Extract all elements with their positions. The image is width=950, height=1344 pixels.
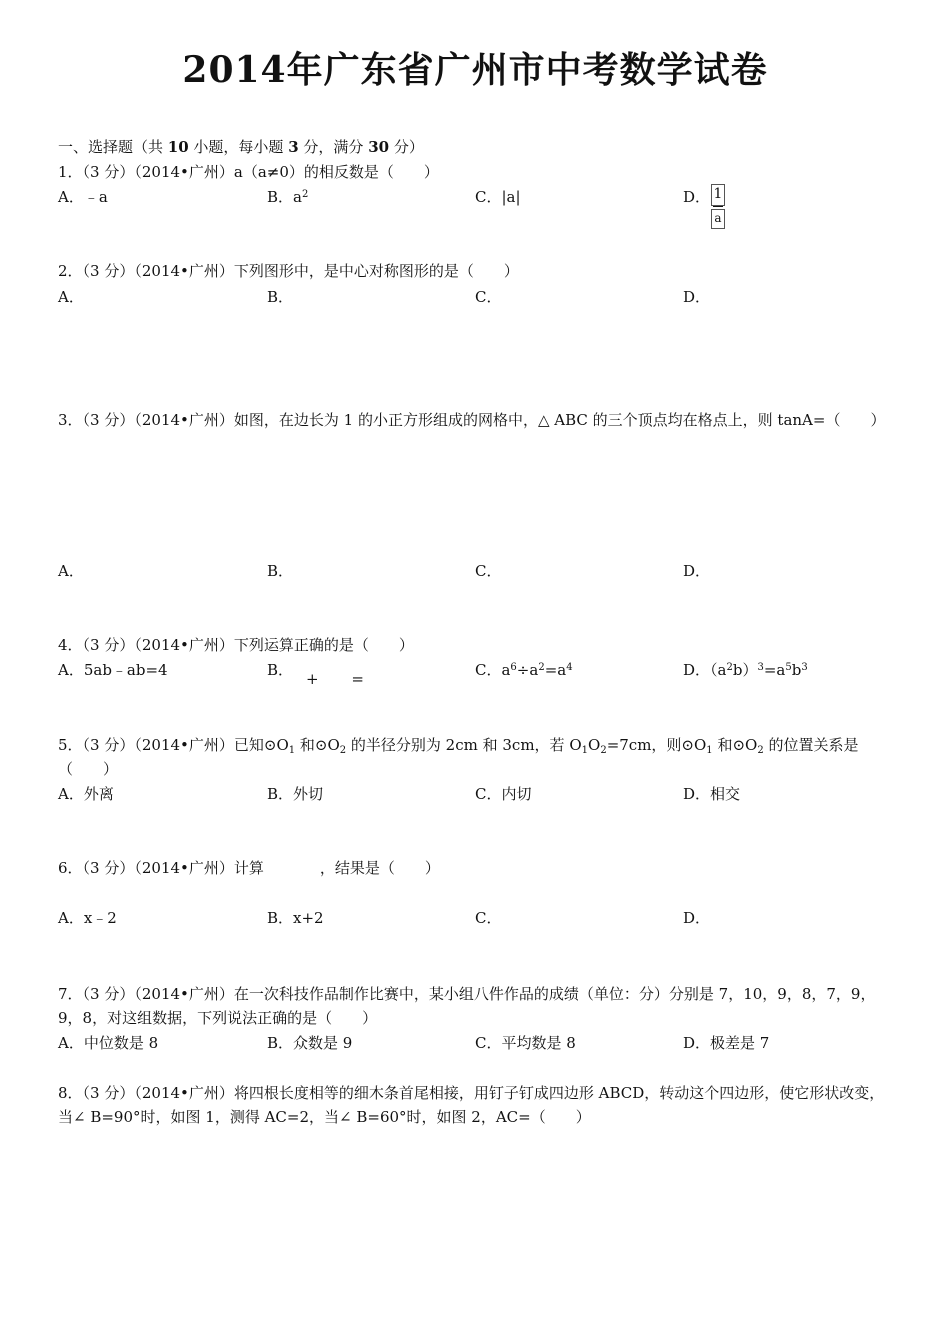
q2-option-d: D． — [683, 288, 711, 306]
q7-option-d: D．极差是 7 — [683, 1034, 770, 1052]
q5-option-a: A．外离 — [58, 785, 114, 803]
q6-option-d: D． — [683, 909, 711, 927]
q4-option-d: D．$(a^2b)^3=a^5b^3$ — [683, 661, 808, 679]
question-7-text: 7．（3 分）（2014•广州）在一次科技作品制作比赛中，某小组八件作品的成绩（单位：分）分别是 7，10，9，8，7，9，9，8，对这组数据，下列说法正确的是（ ） — [58, 985, 876, 1027]
section-heading: 一、选择题（共 10 小题，每小题 3 分，满分 30 分） — [58, 138, 424, 156]
q4-option-a: A．5ab﹣ab=4 — [58, 661, 168, 679]
q2-option-c: C． — [475, 288, 502, 306]
q2-option-b: B． — [267, 288, 294, 306]
exam-title: 2014年广东省广州市中考数学试卷 — [182, 49, 768, 91]
fraction-denominator: a — [711, 209, 725, 229]
q4-option-c: C．$a^6\div a^2=a^4$ — [475, 661, 573, 679]
q2-option-a: A． — [58, 288, 84, 306]
q5-option-b: B．外切 — [267, 785, 324, 803]
fraction-bar — [713, 206, 723, 207]
q6-option-c: C． — [475, 909, 502, 927]
q7-option-c: C．平均数是 8 — [475, 1034, 576, 1052]
fraction-numerator: 1 — [711, 184, 725, 206]
q1-fraction-image — [711, 184, 725, 228]
q3-option-b: B． — [267, 562, 294, 580]
q7-option-b: B．众数是 9 — [267, 1034, 353, 1052]
question-1-text: 1．（3 分）（2014•广州）a（a≠0）的相反数是（ ） — [58, 163, 439, 181]
question-2-text: 2．（3 分）（2014•广州）下列图形中，是中心对称图形的是（ ） — [58, 262, 519, 280]
q4-option-b-operators: + = — [306, 670, 378, 688]
q3-option-c: C． — [475, 562, 502, 580]
q3-option-d: D． — [683, 562, 711, 580]
q1-option-b: B．$a^2$ — [267, 188, 309, 206]
q3-option-a: A． — [58, 562, 84, 580]
q6-option-b: B．x+2 — [267, 909, 324, 927]
q1-option-a: A．﹣a — [58, 188, 108, 206]
q5-option-c: C．内切 — [475, 785, 532, 803]
question-3-text: 3．（3 分）（2014•广州）如图，在边长为 1 的小正方形组成的网格中，△ ABC 的三个顶点均在格点上，则 tanA=（ ） — [58, 411, 886, 429]
question-6-text: 6．（3 分）（2014•广州）计算 ，结果是（ ） — [58, 859, 440, 877]
question-8-text: 8．（3 分）（2014•广州）将四根长度相等的细木条首尾相接，用钉子钉成四边形 ABCD，转动这个四边形，使它形状改变，当∠ B=90°时，如图 1，测得 AC=2，当∠ B=60°时，如图 2，AC=（ ） — [58, 1084, 885, 1126]
question-5-text: 5．（3 分）（2014•广州）已知$⊙O_1$ 和$⊙O_2$ 的半径分别为 2cm 和 3cm，若 $O_1O_2=7cm$，则$⊙O_1$ 和$⊙O_2$ 的位置关系是（ ） — [58, 736, 859, 778]
q1-option-d: D． — [683, 188, 711, 206]
q7-option-a: A．中位数是 8 — [58, 1034, 159, 1052]
q1-option-c: C．|a| — [475, 188, 521, 206]
q6-option-a: A．x﹣2 — [58, 909, 117, 927]
q5-option-d: D．相交 — [683, 785, 741, 803]
question-4-text: 4．（3 分）（2014•广州）下列运算正确的是（ ） — [58, 636, 414, 654]
q4-option-b: B． — [267, 661, 294, 679]
